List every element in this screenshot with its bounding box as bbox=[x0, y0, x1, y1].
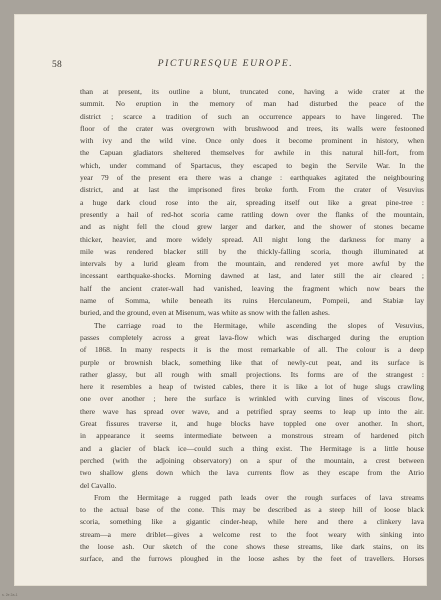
text-line: mile was rendered blacker still by the thickly-falling scoria, though illuminated at bbox=[80, 246, 424, 256]
text-line: scoria, something like a gigantic cinder-heap, while here and there a clinkery lava bbox=[80, 517, 424, 527]
running-head bbox=[52, 60, 399, 74]
text-line: one over another ; here the surface is wrinkled with curving lines of viscous flow, bbox=[80, 394, 424, 404]
text-line: and a glacier of black ice—could such a thing exist. The Hermitage is a little house bbox=[80, 443, 424, 453]
text-line: intervals by a lurid gleam from the mountain, and rendered yet more awful by the bbox=[80, 259, 424, 269]
text-line: perched (with the adjoining observatory) on a spur of the mountain, a crest between bbox=[80, 455, 424, 465]
paragraph bbox=[80, 320, 424, 492]
text-line: a huge dark cloud rose into the air, spreading itself out like a great pine-tree : bbox=[80, 197, 424, 207]
body-text bbox=[80, 86, 424, 566]
text-line: thicker, heavier, and more widely spread. All night long the darkness for many a bbox=[80, 234, 424, 244]
text-line: and as night fell the cloud grew larger and darker, and the shower of stones became bbox=[80, 222, 424, 232]
text-line: del Cavallo. bbox=[80, 480, 117, 490]
text-line: buried, and the ground, even at Misenum, was white as snow with the fallen ashes. bbox=[80, 308, 330, 318]
text-line: name of Somma, while beneath its ruins Herculaneum, Pompeii, and Stabiæ lay bbox=[80, 296, 424, 306]
text-line: half the ancient crater-wall had vanished, leaving the fragment which now bears the bbox=[80, 283, 424, 293]
text-line: presently a hail of red-hot scoria came rattling down over the flanks of the mountain, bbox=[80, 209, 424, 219]
text-line: than at present, its outline a blunt, truncated cone, having a wide crater at the bbox=[80, 87, 424, 96]
text-line: stream—a mere driblet—gives a welcome rest to the foot weary with sinking into bbox=[80, 529, 424, 539]
running-title: PICTURESQUE EUROPE. bbox=[157, 59, 294, 69]
page-number: 58 bbox=[52, 60, 63, 70]
paragraph bbox=[80, 492, 424, 566]
text-line: of 1868. In many respects it is the most remarkable of all. The colour is a deep bbox=[80, 345, 424, 355]
text-line: the Capuan gladiators sheltered themselves for awhile in this natural hill-fort, from bbox=[80, 148, 424, 158]
text-line: here it resembles a heap of twisted cables, there it is like a lot of huge slugs crawling bbox=[80, 382, 424, 392]
text-line: passes completely across a great lava-flow which was discharged during the eruption bbox=[80, 332, 424, 342]
text-line: Great fissures traverse it, and huge blocks have toppled one over another. In short, bbox=[80, 419, 424, 429]
text-line: rather glassy, but all rough with small projections. Its forms are of the strangest : bbox=[80, 369, 424, 379]
text-line: year 79 of the present era there was a change : earthquakes agitated the neighbouring bbox=[80, 173, 424, 183]
text-line: floor of the crater was overgrown with brushwood and trees, its walls were festooned bbox=[80, 123, 424, 133]
text-line: in appearance it seems intermediate between a monstrous stream of hardened pitch bbox=[80, 431, 424, 441]
text-line: the loose ash. Our sketch of the cone shows these streams, like dark stains, on its bbox=[80, 541, 424, 551]
text-line: From the Hermitage a rugged path leads over the rough surfaces of lava streams bbox=[94, 492, 424, 502]
text-line: The carriage road to the Hermitage, while ascending the slopes of Vesuvius, bbox=[94, 320, 424, 330]
text-line: incessant earthquake-shocks. Morning dawned at last, and later still the air cleared ; bbox=[80, 271, 424, 281]
text-line: to the actual base of the cone. This may be described as a steep hill of loose black bbox=[80, 505, 424, 515]
text-line: summit. No eruption in the memory of man had disturbed the peace of the bbox=[80, 99, 424, 109]
book-page bbox=[14, 14, 427, 586]
text-line: with ivy and the wild vine. Once only does it become prominent in history, when bbox=[80, 136, 424, 146]
text-line: district, and at last the imprisoned fires broke forth. From the crater of Vesuvius bbox=[80, 185, 424, 195]
text-line: which, under command of Spartacus, they escaped to begin the Servile War. In the bbox=[80, 160, 424, 170]
text-line: two shallow glens down which the lava currents flow as they escape from the Atrio bbox=[80, 468, 424, 478]
text-line: purple or brownish black, something like that of newly-cut peat, and its surface is bbox=[80, 357, 424, 367]
corner-mark: s. 2e 2a-1 bbox=[2, 593, 18, 597]
text-line: surface, and the furrows ploughed in the loose ashes by the feet of travellers. Horses bbox=[80, 554, 424, 564]
text-line: there wave has spread over wave, and a petrified spray seems to leap up into the air. bbox=[80, 406, 424, 416]
paragraph bbox=[80, 86, 424, 320]
text-line: district ; scarce a tradition of such an occurrence appears to have lingered. The bbox=[80, 111, 424, 121]
